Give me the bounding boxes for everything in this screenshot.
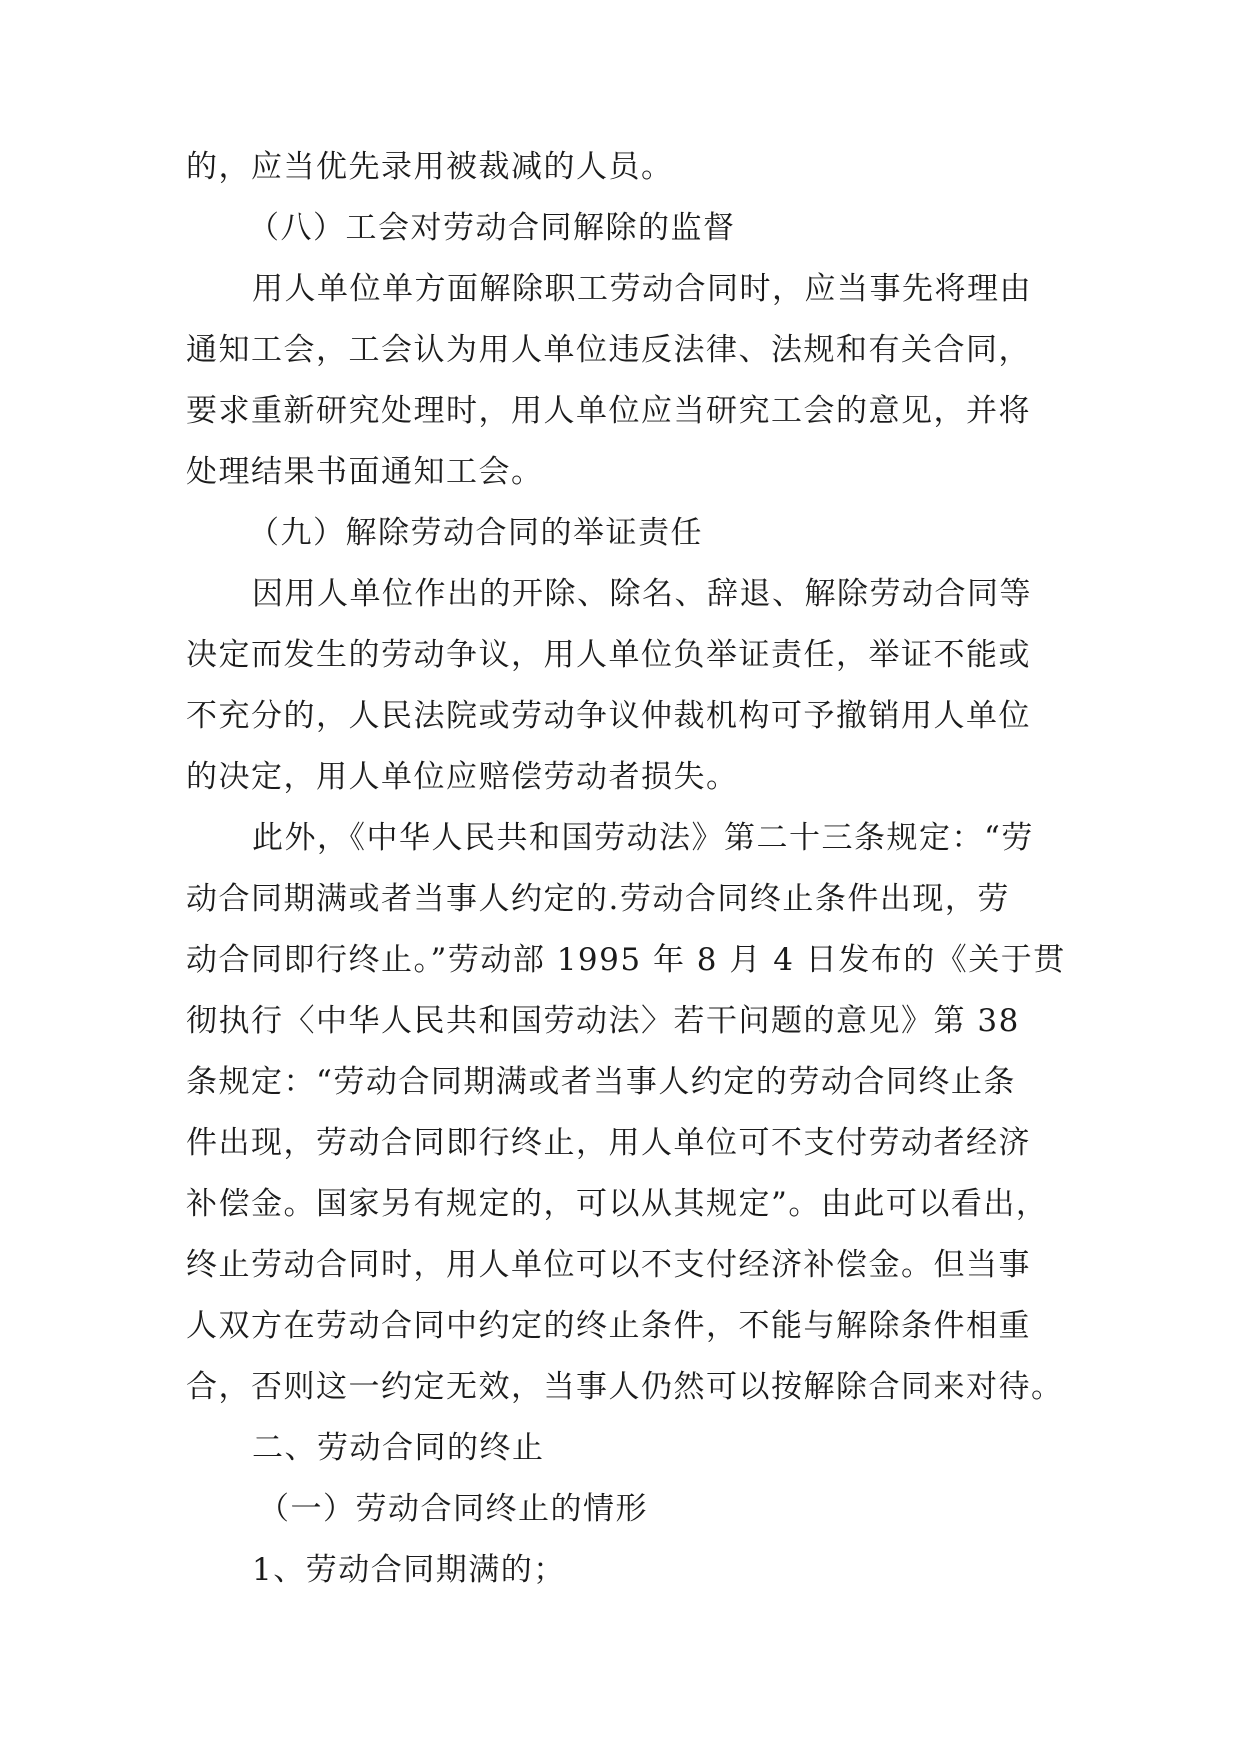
text-line: 件出现，劳动合同即行终止，用人单位可不支付劳动者经济: [186, 1125, 1031, 1161]
text-line: 动合同即行终止。”劳动部 1995 年 8 月 4 日发布的《关于贯: [186, 942, 1066, 978]
text-line: 补偿金。国家另有规定的，可以从其规定”。由此可以看出，: [186, 1186, 1049, 1222]
text-line: 动合同期满或者当事人约定的.劳动合同终止条件出现，劳: [186, 881, 1010, 917]
text-line: 因用人单位作出的开除、除名、辞退、解除劳动合同等: [252, 576, 1032, 612]
section-heading: （一）劳动合同终止的情形: [258, 1491, 648, 1527]
text-line: 此外，《中华人民共和国劳动法》第二十三条规定：“劳: [252, 820, 1034, 856]
text-line: 彻执行〈中华人民共和国劳动法〉若干问题的意见》第 38: [186, 1003, 1020, 1039]
text-line: 终止劳动合同时，用人单位可以不支付经济补偿金。但当事: [186, 1247, 1031, 1283]
text-line: 要求重新研究处理时，用人单位应当研究工会的意见，并将: [186, 393, 1031, 429]
text-line: 条规定：“劳动合同期满或者当事人约定的劳动合同终止条: [186, 1064, 1016, 1100]
text-line: 处理结果书面通知工会。: [186, 454, 544, 490]
list-item: 1、劳动合同期满的；: [252, 1552, 566, 1588]
text-line: 人双方在劳动合同中约定的终止条件，不能与解除条件相重: [186, 1308, 1031, 1344]
text-line: 通知工会，工会认为用人单位违反法律、法规和有关合同，: [186, 332, 1031, 368]
section-heading: （九）解除劳动合同的举证责任: [248, 515, 703, 551]
text-line: 的决定，用人单位应赔偿劳动者损失。: [186, 759, 739, 795]
text-line: 用人单位单方面解除职工劳动合同时，应当事先将理由: [252, 271, 1032, 307]
text-line: 合，否则这一约定无效，当事人仍然可以按解除合同来对待。: [186, 1369, 1064, 1405]
text-line: 不充分的，人民法院或劳动争议仲裁机构可予撤销用人单位: [186, 698, 1031, 734]
section-heading: （八）工会对劳动合同解除的监督: [248, 210, 736, 246]
section-heading: 二、劳动合同的终止: [252, 1430, 545, 1466]
text-line: 决定而发生的劳动争议，用人单位负举证责任，举证不能或: [186, 637, 1031, 673]
text-line: 的，应当优先录用被裁减的人员。: [186, 149, 674, 185]
